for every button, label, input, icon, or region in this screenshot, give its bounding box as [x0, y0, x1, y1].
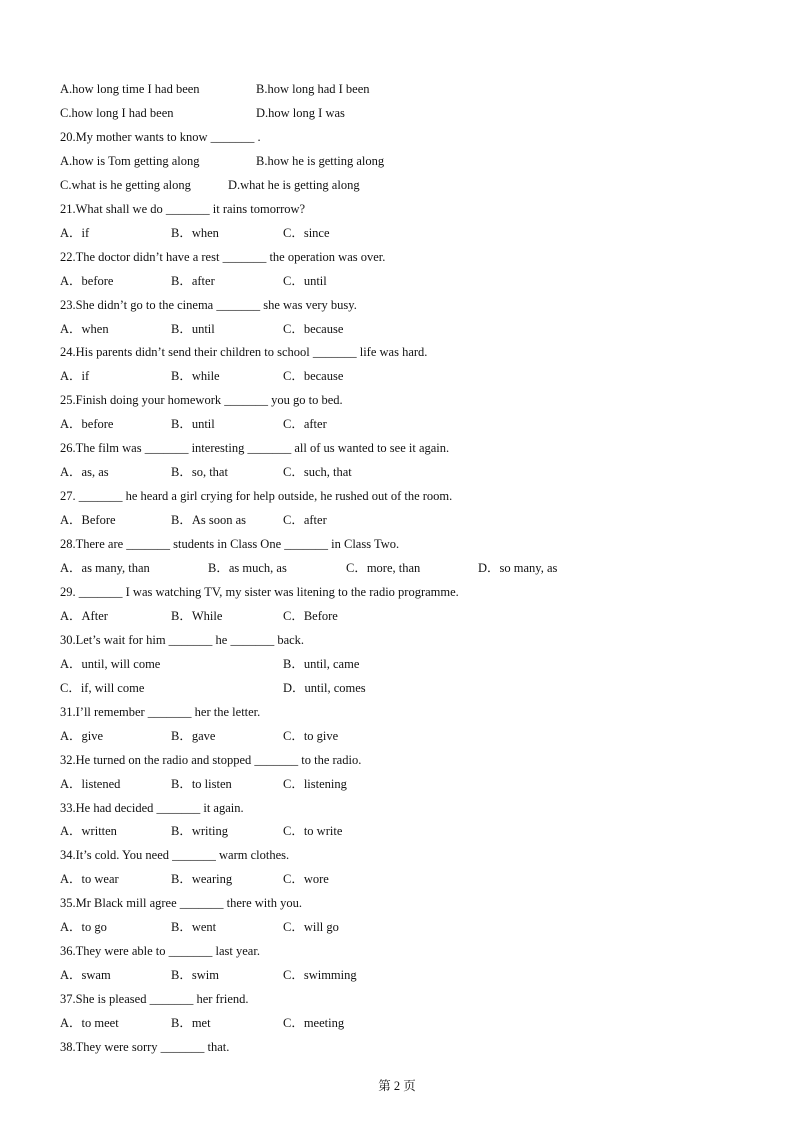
option-text: A．to go [60, 920, 107, 935]
option-text: C．since [283, 225, 330, 240]
option-text: A．After [60, 608, 108, 623]
question-text: 24.His parents didn’t send their children to school _______ life was hard. [60, 345, 428, 360]
option-text: B．as much, as [208, 561, 287, 575]
option-text: B．after [171, 273, 215, 288]
option-text: A．until, will come [60, 656, 161, 671]
page-footer: 第 2 页 [378, 1079, 416, 1093]
question-text: 21.What shall we do _______ it rains tomorrow? [60, 201, 306, 216]
option-text: C．listening [283, 776, 347, 791]
option-text: D.what he is getting along [228, 177, 360, 192]
option-text: B.how long had I been [256, 82, 370, 96]
question-text: 33.He had decided _______ it again. [60, 800, 244, 815]
question-text: 38.They were sorry _______ that. [60, 1040, 230, 1054]
option-text: A．when [60, 321, 109, 336]
option-text: C．until [283, 273, 327, 288]
question-text: 22.The doctor didn’t have a rest _______ the operation was over. [60, 249, 386, 264]
question-text: 25.Finish doing your homework _______ you go to bed. [60, 393, 343, 408]
option-text: B．when [171, 225, 219, 240]
question-text: 32.He turned on the radio and stopped _______ to the radio. [60, 752, 362, 767]
option-text: C．more, than [346, 561, 421, 575]
question-text: 20.My mother wants to know _______ . [60, 129, 261, 144]
option-text: A．as, as [60, 465, 109, 480]
option-text: C．to give [283, 728, 339, 743]
option-text: C．will go [283, 920, 339, 935]
question-text: 30.Let’s wait for him _______ he _______ back. [60, 632, 305, 647]
option-text: A．to wear [60, 872, 119, 887]
option-text: B.how he is getting along [256, 153, 385, 168]
question-text: 31.I’ll remember _______ her the letter. [60, 704, 261, 719]
option-text: A．before [60, 417, 114, 432]
question-text: 28.There are _______ students in Class One _______ in Class Two. [60, 537, 400, 552]
option-text: A．as many, than [60, 561, 150, 575]
option-text: B．met [171, 1016, 211, 1031]
question-text: 36.They were able to _______ last year. [60, 944, 260, 959]
option-text: B．While [171, 608, 223, 623]
option-text: B．went [171, 920, 217, 935]
option-text: C．meeting [283, 1016, 345, 1031]
option-text: A．swam [60, 968, 111, 983]
question-text: 34.It’s cold. You need _______ warm clothes. [60, 848, 290, 863]
option-text: B．to listen [171, 776, 232, 791]
question-text: 23.She didn’t go to the cinema _______ she was very busy. [60, 297, 357, 312]
option-text: B．wearing [171, 872, 233, 887]
option-text: A．written [60, 824, 117, 839]
option-text: C．after [283, 417, 327, 432]
option-text: B．while [171, 369, 220, 384]
option-text: C．because [283, 321, 344, 336]
question-text: 35.Mr Black mill agree _______ there with you. [60, 896, 302, 911]
question-text: 27. _______ he heard a girl crying for help outside, he rushed out of the room. [60, 489, 453, 504]
option-text: A．if [60, 369, 90, 384]
option-text: B．gave [171, 728, 216, 743]
option-text: A．to meet [60, 1016, 119, 1031]
option-text: B．so, that [171, 465, 228, 480]
question-text: 29. _______ I was watching TV, my sister was litening to the radio programme. [60, 584, 459, 599]
option-text: D.how long I was [256, 105, 345, 120]
option-text: A．Before [60, 513, 116, 528]
question-text: 26.The film was _______ interesting _______ all of us wanted to see it again. [60, 441, 450, 456]
option-text: B．swim [171, 968, 219, 983]
option-text: A．listened [60, 776, 121, 791]
option-text: D．until, comes [283, 680, 366, 695]
option-text: A．if [60, 225, 90, 240]
option-text: C．if, will come [60, 680, 145, 695]
option-text: D．so many, as [478, 561, 558, 575]
option-text: C．to write [283, 824, 343, 839]
option-text: C．after [283, 513, 327, 528]
option-text: A.how is Tom getting along [60, 153, 200, 168]
option-text: B．until [171, 417, 215, 432]
option-text: C．because [283, 369, 344, 384]
option-text: C．swimming [283, 968, 357, 983]
option-text: B．writing [171, 824, 228, 839]
option-text: B．until, came [283, 656, 360, 671]
option-text: C．wore [283, 872, 329, 887]
option-text: B．until [171, 321, 215, 336]
option-text: A．before [60, 273, 114, 288]
option-text: C.how long I had been [60, 105, 174, 120]
option-text: C．Before [283, 608, 338, 623]
option-text: A.how long time I had been [60, 82, 200, 96]
option-text: C．such, that [283, 465, 352, 480]
question-text: 37.She is pleased _______ her friend. [60, 992, 249, 1007]
option-text: A．give [60, 728, 104, 743]
option-text: C.what is he getting along [60, 177, 191, 192]
option-text: B．As soon as [171, 513, 247, 528]
